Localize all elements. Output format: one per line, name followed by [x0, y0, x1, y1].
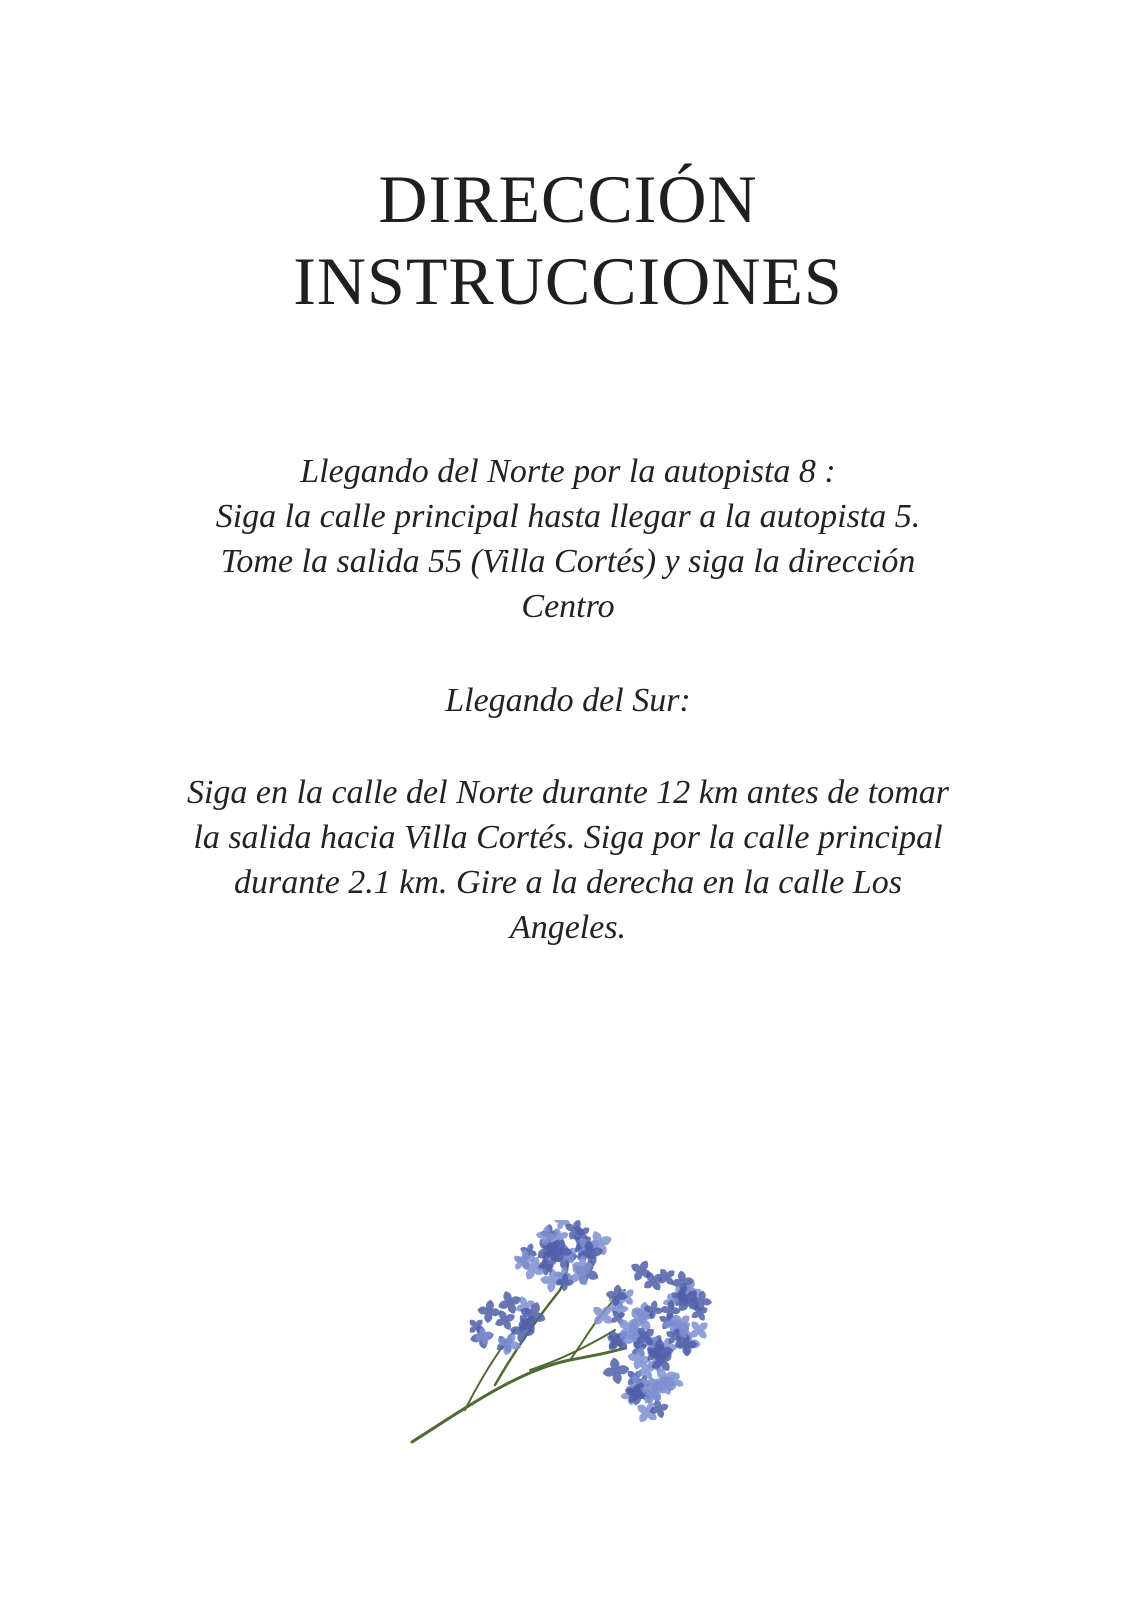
south-line: la salida hacia Villa Cortés. Siga por la calle principal: [193, 819, 943, 856]
north-line: Tome la salida 55 (Villa Cortés) y siga la dirección: [220, 543, 916, 580]
south-line: Siga en la calle del Norte durante 12 km antes de tomar: [186, 774, 950, 811]
page-title: [0, 158, 1136, 322]
title-line-2: INSTRUCCIONES: [293, 243, 843, 319]
south-heading-text: Llegando del Sur:: [445, 682, 691, 719]
south-line: durante 2.1 km. Gire a la derecha en la calle Los: [234, 864, 902, 901]
north-directions: [120, 449, 1016, 629]
flower-petals: [464, 1220, 715, 1429]
south-heading: [120, 678, 1016, 723]
title-line-1: DIRECCIÓN: [378, 161, 758, 237]
north-line: Llegando del Norte por la autopista 8 :: [300, 453, 836, 490]
south-directions: [120, 770, 1016, 950]
flower-stems: [412, 1260, 625, 1442]
south-line: Angeles.: [509, 909, 627, 946]
north-line: Centro: [521, 588, 615, 625]
blue-flower-sprig-icon: [400, 1220, 740, 1480]
north-line: Siga la calle principal hasta llegar a la autopista 5.: [215, 498, 921, 535]
